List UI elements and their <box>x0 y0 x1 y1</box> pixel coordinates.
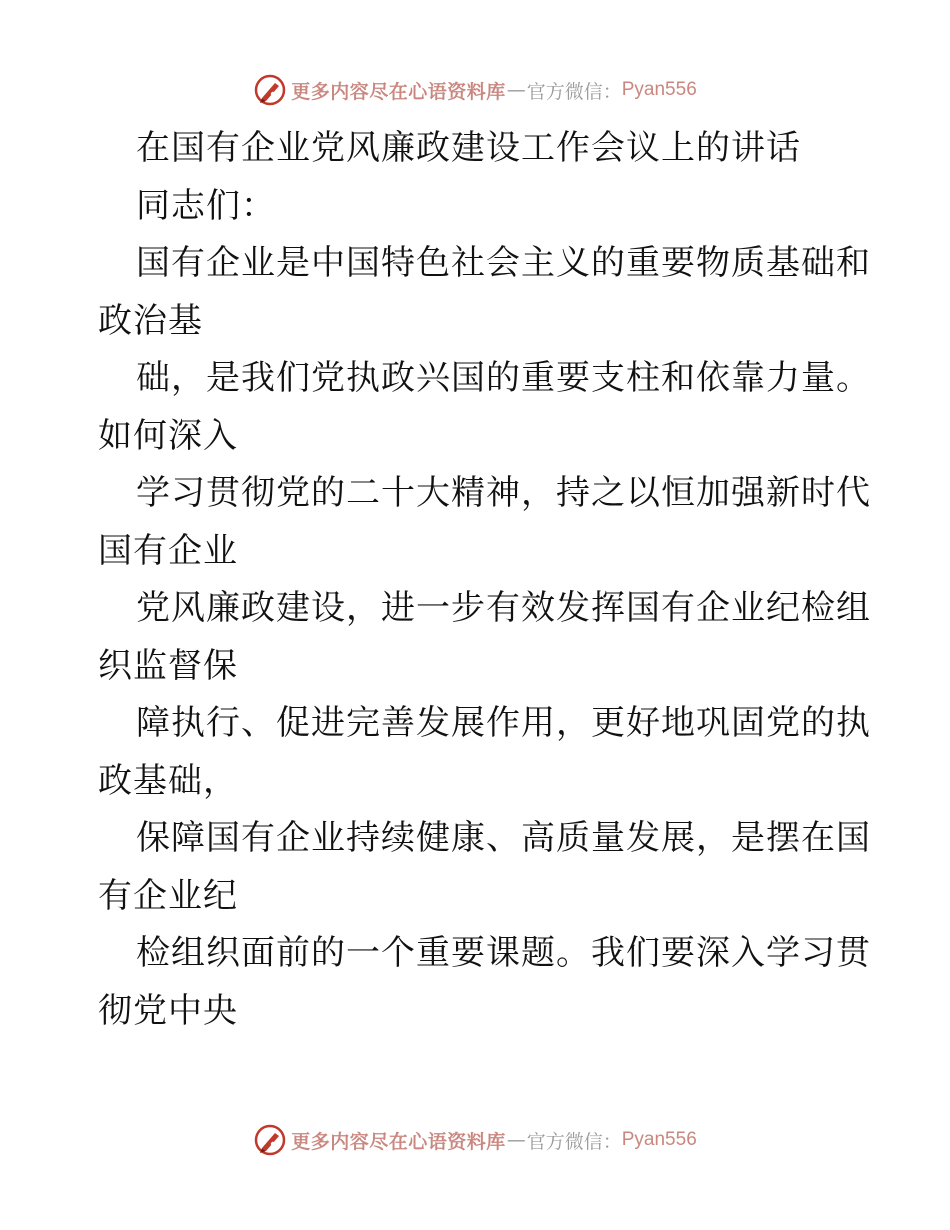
paragraph-line: 彻党中央 <box>98 990 238 1031</box>
watermark-wechat-label: 官方微信： <box>526 80 622 103</box>
document-title: 在国有企业党风廉政建设工作会议上的讲话 <box>136 128 801 168</box>
paragraph-line: 政治基 <box>98 300 203 341</box>
paragraph-line: 保障国有企业持续健康、高质量发展，是摆在国 <box>136 818 871 858</box>
paragraph-line: 障执行、促进完善发展作用，更好地巩固党的执 <box>136 703 871 743</box>
paragraph-line: 国有企业是中国特色社会主义的重要物质基础和 <box>136 243 871 283</box>
footer-watermark <box>0 1120 950 1160</box>
paragraph-line: 织监督保 <box>98 645 238 686</box>
watermark-brand-text: 更多内容尽在心语资料库 <box>291 1130 506 1153</box>
salutation: 同志们： <box>136 185 276 226</box>
paragraph-line: 国有企业 <box>98 530 238 571</box>
watermark-separator: — <box>506 1129 526 1151</box>
watermark-wechat-id: Pyan556 <box>621 79 697 100</box>
paragraph-line: 检组织面前的一个重要课题。我们要深入学习贯 <box>136 933 871 973</box>
document-body <box>98 120 871 1040</box>
paragraph-line: 有企业纪 <box>98 875 238 916</box>
paragraph-line: 如何深入 <box>98 415 238 456</box>
watermark-wechat-label: 官方微信： <box>526 1130 622 1153</box>
paragraph-line: 础，是我们党执政兴国的重要支柱和依靠力量。 <box>136 358 871 398</box>
paragraph-line: 政基础， <box>98 760 238 801</box>
watermark-separator: — <box>506 79 526 101</box>
watermark-wechat-id: Pyan556 <box>621 1129 697 1150</box>
watermark-brand-text: 更多内容尽在心语资料库 <box>291 80 506 103</box>
paragraph-line: 党风廉政建设，进一步有效发挥国有企业纪检组 <box>136 588 871 628</box>
header-watermark <box>0 70 950 110</box>
pen-logo-icon <box>253 73 287 107</box>
pen-logo-icon <box>253 1123 287 1157</box>
paragraph-line: 学习贯彻党的二十大精神，持之以恒加强新时代 <box>136 473 871 513</box>
